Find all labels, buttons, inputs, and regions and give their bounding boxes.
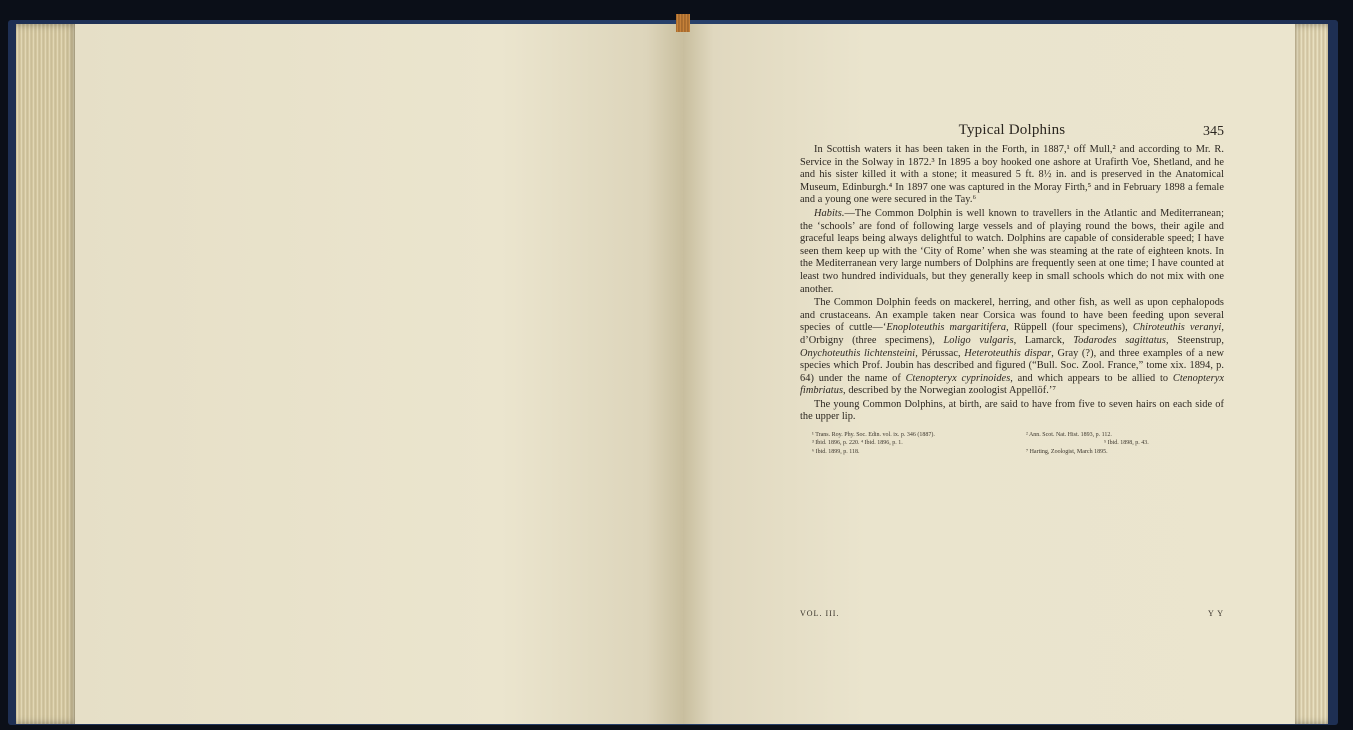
paragraph	[800, 297, 1224, 398]
volume-mark: VOL. III.	[800, 609, 840, 618]
running-head	[800, 122, 1224, 144]
text-run: , d’Orbigny (three specimens),	[800, 322, 1224, 346]
text-run: , Pérussac,	[915, 347, 965, 359]
text-run: , Rüppell (four specimens),	[1006, 322, 1133, 334]
blank-left-page	[75, 24, 683, 724]
footnote: ⁷ Harting, Zoologist, March 1895.	[1026, 448, 1108, 455]
text-run: —The Common Dolphin is well known to travellers in the Atlantic and Mediterranean; the ‘schools’ are fond of following large vessels and of playing round the bows, their agile and graceful leaps being always delightful to watch. Dolphins are capable of considerable speed; I have seen them keep up with the ‘City of Rome’ when she was steaming at the rate of eighteen knots. In the Mediterranean very large numbers of Dolphins are frequently seen at one time; I have counted at least two hundred individuals, but they generally keep in small schools which do not mix with one another.	[800, 207, 1224, 295]
footnotes-right-column	[1026, 431, 1224, 456]
footnote: ⁶ Ibid. 1899, p. 118.	[812, 448, 860, 455]
text-run: The Common Dolphin feeds on mackerel, herring, and other fish, as well as upon cephalopods and crustaceans. An example taken near Corsica was found to have been feeding upon several species of cuttle—‘	[800, 297, 1224, 334]
text-run: In Scottish waters it has been taken in the Forth, in 1887,¹ off Mull,² and according to Mr. R. Service in the Solway in 1872.³ In 1895 a boy hooked one ashore at Urafirth Voe, Shetland, and he and his sister killed it with a stone; it measured 5 ft. 8½ in. and is preserved in the Anatomical Museum, Edinburgh.⁴ In 1897 one was captured in the Moray Firth,⁵ and in February 1898 a female and a young one were secured in the Tay.⁶	[800, 144, 1224, 206]
footnotes-left-column	[812, 431, 1010, 456]
right-page	[683, 24, 1295, 724]
text-run: , and which appears to be allied to	[1010, 372, 1173, 384]
paragraph	[800, 208, 1224, 296]
text-run: , Steenstrup,	[1165, 334, 1224, 346]
italic-text: Habits.	[814, 207, 845, 219]
italic-text: Todarodes sagittatus	[1073, 334, 1166, 346]
page-number: 345	[1203, 124, 1224, 139]
footnote: ³ Ibid. 1896, p. 220. ⁴ Ibid. 1896, p. 1.	[812, 440, 903, 447]
left-page-edges	[16, 24, 80, 724]
text-run: The young Common Dolphins, at birth, are said to have from five to seven hairs on each side of the upper lip.	[800, 398, 1224, 423]
italic-text: Ctenopteryx fimbriatus	[800, 372, 1225, 397]
text-run: , Lamarck,	[1013, 334, 1074, 346]
body-text	[800, 144, 1224, 424]
italic-text: Onychoteuthis lichtensteini	[800, 347, 916, 359]
italic-text: Enoploteuthis margaritifera	[886, 322, 1007, 334]
text-run: , Gray (?), and three examples of a new species which Prof. Joubin has described and figured (“Bull. Soc. Zool. France,” tome xix. 1894, p. 64) under the name of	[800, 347, 1225, 384]
text-run: , described by the Norwegian zoologist Appellöf.’⁷	[843, 385, 1056, 397]
paragraph	[800, 399, 1224, 424]
footnote: ⁵ Ibid. 1898, p. 43.	[1104, 440, 1149, 447]
italic-text: Loligo vulgaris	[943, 334, 1014, 346]
page-title: Typical Dolphins	[958, 122, 1066, 138]
italic-text: Chiroteuthis veranyi	[1132, 322, 1222, 334]
footnotes	[800, 431, 1224, 456]
italic-text: Heteroteuthis dispar	[964, 347, 1052, 359]
footnote: ² Ann. Scot. Nat. Hist. 1893, p. 112.	[1026, 432, 1112, 439]
text-block	[800, 122, 1224, 456]
footnote: ¹ Trans. Roy. Phy. Soc. Edin. vol. ix. p. 346 (1887).	[812, 432, 935, 439]
spine-headband	[676, 14, 690, 32]
paragraph	[800, 144, 1224, 207]
gathering-signature: Y Y	[1208, 609, 1224, 618]
italic-text: Ctenopteryx cyprinoides	[905, 372, 1011, 384]
